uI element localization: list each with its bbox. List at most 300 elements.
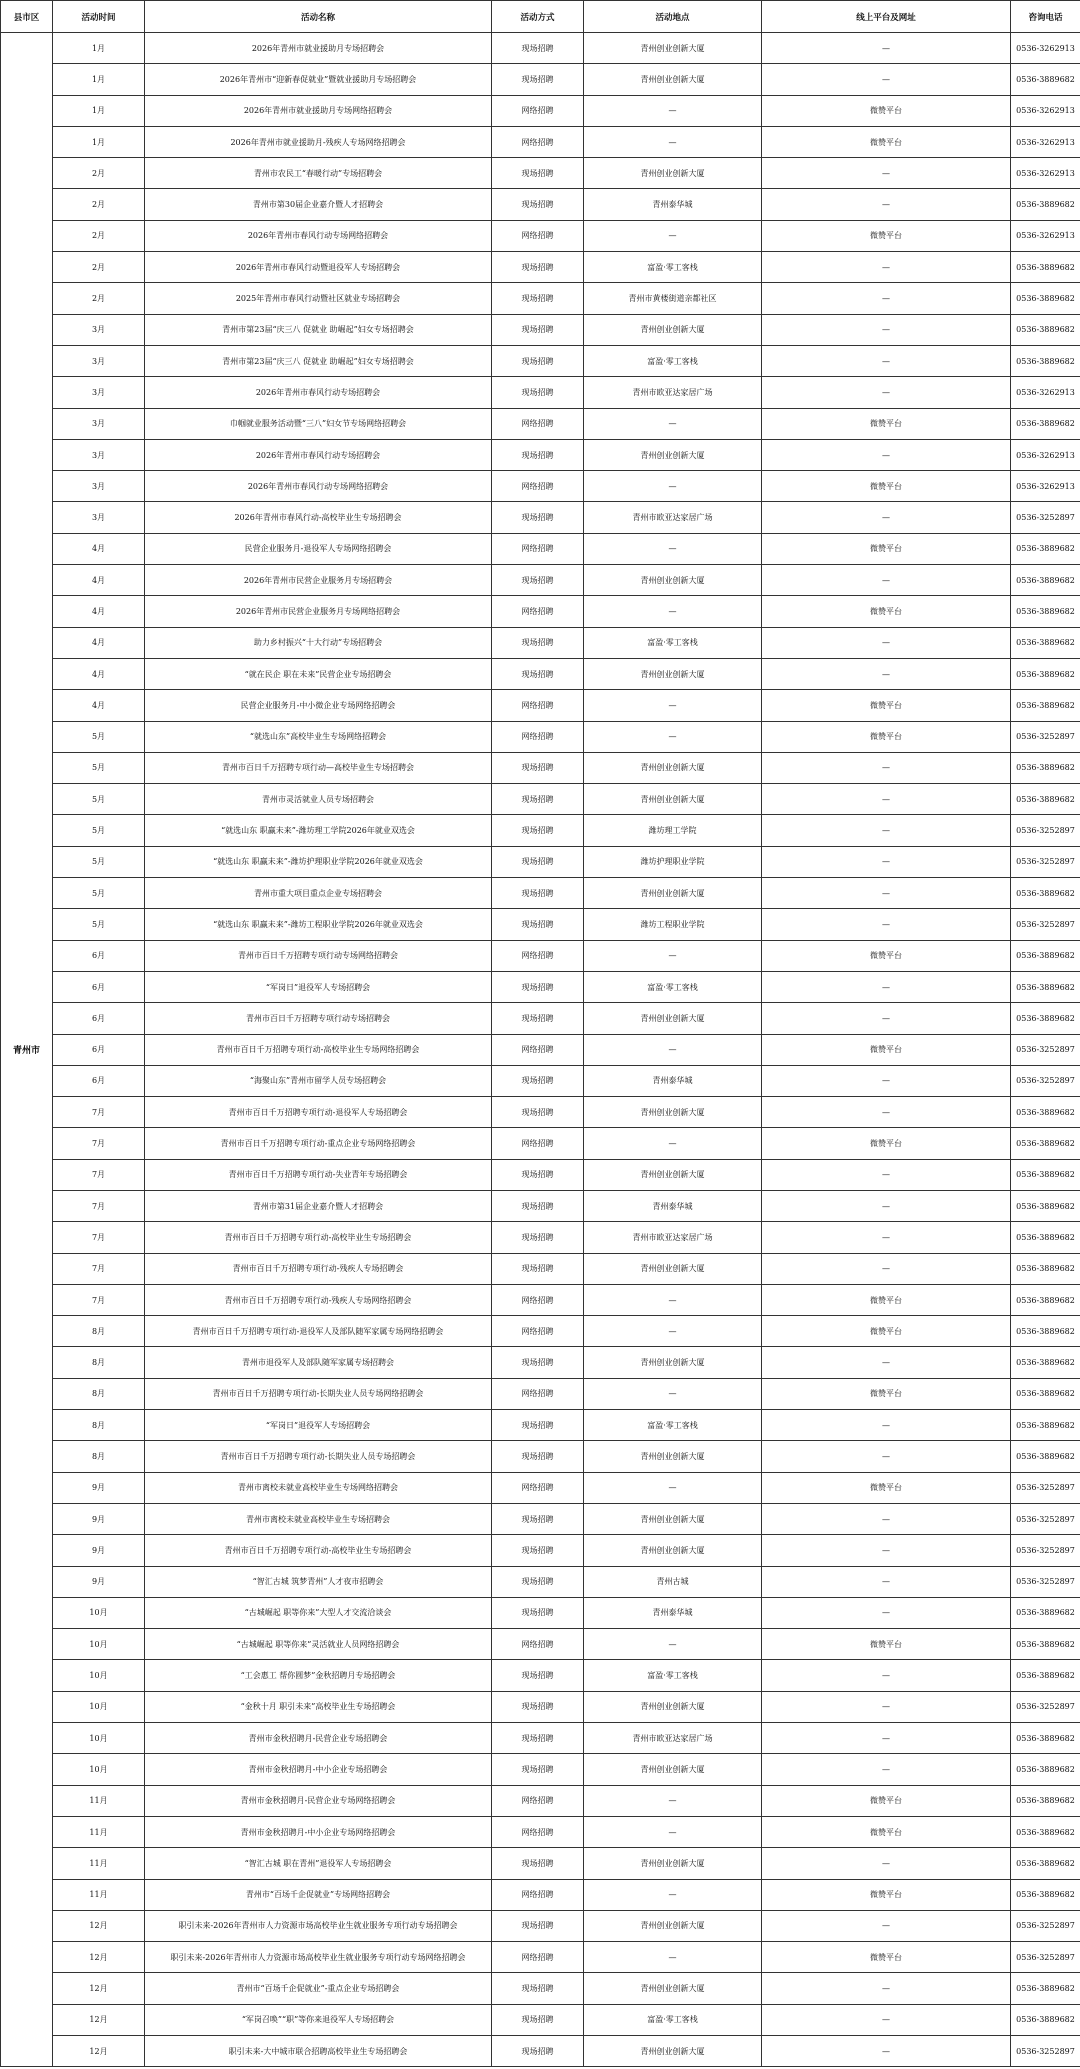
- cell-time: 10月: [53, 1629, 145, 1660]
- cell-online-platform: —: [762, 1441, 1011, 1472]
- cell-time: 10月: [53, 1754, 145, 1785]
- cell-online-platform: —: [762, 2036, 1011, 2067]
- cell-method: 现场招聘: [492, 2036, 584, 2067]
- cell-activity-name: “古城崛起 职等你来”大型人才交流洽谈会: [145, 1597, 492, 1628]
- cell-location: 潍坊工程职业学院: [584, 909, 762, 940]
- cell-phone: 0536-3889682: [1011, 752, 1080, 783]
- cell-time: 5月: [53, 878, 145, 909]
- cell-time: 7月: [53, 1190, 145, 1221]
- cell-online-platform: —: [762, 1660, 1011, 1691]
- cell-online-platform: —: [762, 439, 1011, 470]
- cell-time: 12月: [53, 1942, 145, 1973]
- cell-location: —: [584, 1942, 762, 1973]
- table-row: [1, 220, 1080, 251]
- cell-time: 8月: [53, 1441, 145, 1472]
- cell-activity-name: 青州市百日千万招聘专项行动专场招聘会: [145, 1003, 492, 1034]
- cell-location: 青州创业创新大厦: [584, 1754, 762, 1785]
- header-time: 活动时间: [53, 1, 145, 33]
- cell-phone: 0536-3252897: [1011, 721, 1080, 752]
- cell-method: 现场招聘: [492, 377, 584, 408]
- table-row: [1, 158, 1080, 189]
- cell-online-platform: —: [762, 815, 1011, 846]
- cell-online-platform: 微赞平台: [762, 408, 1011, 439]
- cell-location: —: [584, 95, 762, 126]
- cell-online-platform: —: [762, 1065, 1011, 1096]
- cell-online-platform: 微赞平台: [762, 1879, 1011, 1910]
- cell-activity-name: 青州市农民工“春暖行动”专场招聘会: [145, 158, 492, 189]
- cell-online-platform: 微赞平台: [762, 126, 1011, 157]
- cell-time: 7月: [53, 1284, 145, 1315]
- cell-time: 12月: [53, 2036, 145, 2067]
- cell-time: 11月: [53, 1816, 145, 1847]
- table-row: [1, 1003, 1080, 1034]
- cell-online-platform: —: [762, 565, 1011, 596]
- cell-activity-name: 青州市退役军人及部队随军家属专场招聘会: [145, 1347, 492, 1378]
- cell-time: 7月: [53, 1253, 145, 1284]
- cell-online-platform: —: [762, 784, 1011, 815]
- cell-time: 1月: [53, 95, 145, 126]
- cell-activity-name: 青州市百日千万招聘专项行动专场网络招聘会: [145, 940, 492, 971]
- cell-online-platform: —: [762, 1566, 1011, 1597]
- cell-location: 潍坊理工学院: [584, 815, 762, 846]
- cell-method: 网络招聘: [492, 533, 584, 564]
- cell-activity-name: 青州市百日千万招聘专项行动-残疾人专场网络招聘会: [145, 1284, 492, 1315]
- cell-time: 6月: [53, 1003, 145, 1034]
- cell-phone: 0536-3252897: [1011, 1065, 1080, 1096]
- cell-location: —: [584, 721, 762, 752]
- cell-activity-name: 青州市百日千万招聘专项行动-重点企业专场网络招聘会: [145, 1128, 492, 1159]
- cell-online-platform: 微赞平台: [762, 1284, 1011, 1315]
- cell-location: 青州市欧亚达家居广场: [584, 377, 762, 408]
- cell-online-platform: 微赞平台: [762, 1785, 1011, 1816]
- table-row: [1, 33, 1080, 64]
- cell-time: 2月: [53, 158, 145, 189]
- cell-online-platform: —: [762, 345, 1011, 376]
- cell-activity-name: 青州市百日千万招聘专项行动-高校毕业生专场招聘会: [145, 1535, 492, 1566]
- cell-phone: 0536-3889682: [1011, 1253, 1080, 1284]
- cell-location: 青州泰华城: [584, 189, 762, 220]
- cell-activity-name: 2026年青州市民营企业服务月专场招聘会: [145, 565, 492, 596]
- cell-location: —: [584, 220, 762, 251]
- cell-method: 现场招聘: [492, 314, 584, 345]
- cell-method: 网络招聘: [492, 95, 584, 126]
- cell-phone: 0536-3889682: [1011, 64, 1080, 95]
- table-row: [1, 533, 1080, 564]
- cell-method: 现场招聘: [492, 64, 584, 95]
- cell-method: 现场招聘: [492, 502, 584, 533]
- table-row: [1, 627, 1080, 658]
- cell-activity-name: 2026年青州市春风行动专场招聘会: [145, 439, 492, 470]
- table-row: [1, 439, 1080, 470]
- cell-method: 网络招聘: [492, 1128, 584, 1159]
- table-row: [1, 815, 1080, 846]
- cell-time: 1月: [53, 33, 145, 64]
- cell-time: 7月: [53, 1097, 145, 1128]
- cell-location: 青州创业创新大厦: [584, 1535, 762, 1566]
- header-row: [1, 1, 1080, 33]
- cell-online-platform: —: [762, 971, 1011, 1002]
- cell-phone: 0536-3889682: [1011, 1629, 1080, 1660]
- cell-location: 青州创业创新大厦: [584, 1441, 762, 1472]
- cell-location: 青州创业创新大厦: [584, 784, 762, 815]
- cell-method: 现场招聘: [492, 878, 584, 909]
- cell-activity-name: 青州市百日千万招聘专项行动-退役军人及部队随军家属专场网络招聘会: [145, 1316, 492, 1347]
- header-activity-name: 活动名称: [145, 1, 492, 33]
- table-row: [1, 1629, 1080, 1660]
- cell-location: —: [584, 1629, 762, 1660]
- cell-location: 青州创业创新大厦: [584, 1253, 762, 1284]
- cell-method: 网络招聘: [492, 690, 584, 721]
- cell-location: —: [584, 1785, 762, 1816]
- cell-activity-name: 青州市离校未就业高校毕业生专场招聘会: [145, 1503, 492, 1534]
- cell-county: 青州市: [1, 33, 53, 2067]
- cell-phone: 0536-3252897: [1011, 1503, 1080, 1534]
- table-row: [1, 1410, 1080, 1441]
- cell-method: 现场招聘: [492, 1097, 584, 1128]
- cell-phone: 0536-3889682: [1011, 345, 1080, 376]
- cell-method: 现场招聘: [492, 345, 584, 376]
- table-row: [1, 1034, 1080, 1065]
- table-row: [1, 1378, 1080, 1409]
- cell-method: 网络招聘: [492, 721, 584, 752]
- cell-time: 3月: [53, 314, 145, 345]
- cell-method: 网络招聘: [492, 1879, 584, 1910]
- cell-method: 现场招聘: [492, 846, 584, 877]
- header-method: 活动方式: [492, 1, 584, 33]
- header-online-platform: 线上平台及网址: [762, 1, 1011, 33]
- cell-location: 青州创业创新大厦: [584, 658, 762, 689]
- cell-phone: 0536-3252897: [1011, 909, 1080, 940]
- cell-method: 网络招聘: [492, 1785, 584, 1816]
- cell-time: 3月: [53, 408, 145, 439]
- cell-time: 2月: [53, 283, 145, 314]
- cell-online-platform: —: [762, 627, 1011, 658]
- cell-location: 青州创业创新大厦: [584, 314, 762, 345]
- cell-phone: 0536-3889682: [1011, 690, 1080, 721]
- cell-phone: 0536-3252897: [1011, 1535, 1080, 1566]
- cell-activity-name: 2026年青州市就业援助月专场网络招聘会: [145, 95, 492, 126]
- cell-method: 网络招聘: [492, 1378, 584, 1409]
- cell-location: —: [584, 1879, 762, 1910]
- table-row: [1, 909, 1080, 940]
- table-row: [1, 940, 1080, 971]
- table-row: [1, 1503, 1080, 1534]
- cell-method: 网络招聘: [492, 220, 584, 251]
- cell-location: 富盈·零工客栈: [584, 1660, 762, 1691]
- cell-activity-name: 青州市离校未就业高校毕业生专场网络招聘会: [145, 1472, 492, 1503]
- cell-activity-name: 青州市第31届企业嘉介暨人才招聘会: [145, 1190, 492, 1221]
- cell-phone: 0536-3889682: [1011, 1190, 1080, 1221]
- cell-activity-name: “就选山东 职赢未来”-潍坊工程职业学院2026年就业双选会: [145, 909, 492, 940]
- cell-time: 3月: [53, 439, 145, 470]
- cell-phone: 0536-3252897: [1011, 1034, 1080, 1065]
- cell-activity-name: 职引未来-2026年青州市人力资源市场高校毕业生就业服务专项行动专场招聘会: [145, 1910, 492, 1941]
- cell-time: 4月: [53, 627, 145, 658]
- cell-online-platform: —: [762, 846, 1011, 877]
- table-row: [1, 690, 1080, 721]
- cell-online-platform: 微赞平台: [762, 95, 1011, 126]
- cell-activity-name: “军岗日”退役军人专场招聘会: [145, 1410, 492, 1441]
- cell-online-platform: —: [762, 314, 1011, 345]
- cell-online-platform: —: [762, 1097, 1011, 1128]
- cell-online-platform: —: [762, 1222, 1011, 1253]
- cell-time: 11月: [53, 1785, 145, 1816]
- cell-location: 青州创业创新大厦: [584, 1503, 762, 1534]
- cell-activity-name: 巾帼就业服务活动暨“三八”妇女节专场网络招聘会: [145, 408, 492, 439]
- cell-location: —: [584, 408, 762, 439]
- cell-phone: 0536-3889682: [1011, 1785, 1080, 1816]
- table-row: [1, 95, 1080, 126]
- cell-time: 9月: [53, 1535, 145, 1566]
- cell-phone: 0536-3262913: [1011, 220, 1080, 251]
- cell-online-platform: —: [762, 909, 1011, 940]
- cell-phone: 0536-3252897: [1011, 1566, 1080, 1597]
- cell-method: 网络招聘: [492, 1629, 584, 1660]
- cell-online-platform: 微赞平台: [762, 1942, 1011, 1973]
- cell-method: 现场招聘: [492, 158, 584, 189]
- cell-time: 5月: [53, 784, 145, 815]
- cell-method: 现场招聘: [492, 1973, 584, 2004]
- cell-activity-name: 青州市百日千万招聘专项行动-退役军人专场招聘会: [145, 1097, 492, 1128]
- table-row: [1, 1597, 1080, 1628]
- cell-location: —: [584, 1316, 762, 1347]
- cell-method: 网络招聘: [492, 1942, 584, 1973]
- table-row: [1, 1942, 1080, 1973]
- cell-phone: 0536-3889682: [1011, 1660, 1080, 1691]
- cell-location: 青州创业创新大厦: [584, 1691, 762, 1722]
- cell-phone: 0536-3889682: [1011, 1316, 1080, 1347]
- cell-method: 现场招聘: [492, 752, 584, 783]
- cell-time: 8月: [53, 1316, 145, 1347]
- cell-activity-name: 2026年青州市民营企业服务月专场网络招聘会: [145, 596, 492, 627]
- cell-activity-name: 青州市灵活就业人员专场招聘会: [145, 784, 492, 815]
- table-row: [1, 1879, 1080, 1910]
- table-row: [1, 721, 1080, 752]
- cell-activity-name: 青州市百日千万招聘专项行动-高校毕业生专场招聘会: [145, 1222, 492, 1253]
- cell-location: 青州创业创新大厦: [584, 1097, 762, 1128]
- cell-time: 7月: [53, 1128, 145, 1159]
- cell-online-platform: 微赞平台: [762, 220, 1011, 251]
- cell-phone: 0536-3262913: [1011, 377, 1080, 408]
- cell-time: 11月: [53, 1848, 145, 1879]
- cell-phone: 0536-3889682: [1011, 533, 1080, 564]
- cell-location: 富盈·零工客栈: [584, 345, 762, 376]
- cell-phone: 0536-3889682: [1011, 1003, 1080, 1034]
- cell-phone: 0536-3889682: [1011, 1347, 1080, 1378]
- cell-online-platform: —: [762, 752, 1011, 783]
- table-row: [1, 1660, 1080, 1691]
- cell-location: 青州创业创新大厦: [584, 1003, 762, 1034]
- cell-activity-name: “就在民企 职在未来”民营企业专场招聘会: [145, 658, 492, 689]
- cell-phone: 0536-3262913: [1011, 158, 1080, 189]
- cell-method: 现场招聘: [492, 1222, 584, 1253]
- table-body: [1, 33, 1080, 2067]
- table-row: [1, 878, 1080, 909]
- cell-time: 6月: [53, 971, 145, 1002]
- table-row: [1, 314, 1080, 345]
- cell-method: 现场招聘: [492, 565, 584, 596]
- table-row: [1, 596, 1080, 627]
- cell-location: 青州创业创新大厦: [584, 878, 762, 909]
- cell-activity-name: 青州市金秋招聘月-中小企业专场招聘会: [145, 1754, 492, 1785]
- table-row: [1, 1472, 1080, 1503]
- cell-phone: 0536-3889682: [1011, 784, 1080, 815]
- table-row: [1, 784, 1080, 815]
- cell-method: 现场招聘: [492, 1003, 584, 1034]
- header-county: 县市区: [1, 1, 53, 33]
- cell-location: 青州创业创新大厦: [584, 1848, 762, 1879]
- cell-location: 富盈·零工客栈: [584, 1410, 762, 1441]
- cell-activity-name: “军岗日”退役军人专场招聘会: [145, 971, 492, 1002]
- cell-location: —: [584, 533, 762, 564]
- cell-phone: 0536-3889682: [1011, 658, 1080, 689]
- table-row: [1, 1973, 1080, 2004]
- cell-method: 网络招聘: [492, 940, 584, 971]
- cell-location: —: [584, 1034, 762, 1065]
- cell-method: 现场招聘: [492, 627, 584, 658]
- cell-phone: 0536-3889682: [1011, 1222, 1080, 1253]
- cell-method: 现场招聘: [492, 1723, 584, 1754]
- cell-location: 富盈·零工客栈: [584, 252, 762, 283]
- cell-time: 3月: [53, 345, 145, 376]
- table-row: [1, 846, 1080, 877]
- cell-activity-name: 职引未来-大中城市联合招聘高校毕业生专场招聘会: [145, 2036, 492, 2067]
- table-row: [1, 1097, 1080, 1128]
- cell-online-platform: —: [762, 1347, 1011, 1378]
- cell-time: 3月: [53, 502, 145, 533]
- cell-method: 现场招聘: [492, 1566, 584, 1597]
- cell-time: 6月: [53, 940, 145, 971]
- cell-online-platform: —: [762, 1848, 1011, 1879]
- cell-phone: 0536-3889682: [1011, 1848, 1080, 1879]
- cell-time: 5月: [53, 721, 145, 752]
- cell-activity-name: 青州市百日千万招聘专项行动-高校毕业生专场网络招聘会: [145, 1034, 492, 1065]
- cell-phone: 0536-3252897: [1011, 1691, 1080, 1722]
- cell-phone: 0536-3889682: [1011, 1754, 1080, 1785]
- cell-time: 3月: [53, 471, 145, 502]
- cell-online-platform: —: [762, 64, 1011, 95]
- cell-location: 富盈·零工客栈: [584, 2004, 762, 2035]
- cell-phone: 0536-3889682: [1011, 1378, 1080, 1409]
- cell-online-platform: —: [762, 283, 1011, 314]
- cell-phone: 0536-3889682: [1011, 1879, 1080, 1910]
- cell-method: 现场招聘: [492, 1065, 584, 1096]
- cell-phone: 0536-3889682: [1011, 1159, 1080, 1190]
- table-row: [1, 1754, 1080, 1785]
- cell-location: 青州市欧亚达家居广场: [584, 502, 762, 533]
- table-row: [1, 658, 1080, 689]
- cell-activity-name: “就选山东 职赢未来”-潍坊护理职业学院2026年就业双选会: [145, 846, 492, 877]
- cell-activity-name: 青州市金秋招聘月-中小企业专场网络招聘会: [145, 1816, 492, 1847]
- cell-method: 现场招聘: [492, 1848, 584, 1879]
- cell-phone: 0536-3889682: [1011, 1816, 1080, 1847]
- cell-activity-name: 2026年青州市春风行动-高校毕业生专场招聘会: [145, 502, 492, 533]
- cell-phone: 0536-3889682: [1011, 2004, 1080, 2035]
- cell-method: 网络招聘: [492, 1284, 584, 1315]
- cell-phone: 0536-3889682: [1011, 1597, 1080, 1628]
- cell-phone: 0536-3889682: [1011, 971, 1080, 1002]
- cell-method: 现场招聘: [492, 283, 584, 314]
- cell-phone: 0536-3889682: [1011, 1973, 1080, 2004]
- table-row: [1, 189, 1080, 220]
- cell-time: 10月: [53, 1691, 145, 1722]
- cell-activity-name: 助力乡村振兴“十大行动”专场招聘会: [145, 627, 492, 658]
- cell-location: 青州创业创新大厦: [584, 33, 762, 64]
- cell-time: 9月: [53, 1472, 145, 1503]
- cell-location: 富盈·零工客栈: [584, 971, 762, 1002]
- table-row: [1, 1190, 1080, 1221]
- cell-online-platform: —: [762, 1723, 1011, 1754]
- cell-phone: 0536-3252897: [1011, 1910, 1080, 1941]
- cell-online-platform: 微赞平台: [762, 533, 1011, 564]
- cell-online-platform: 微赞平台: [762, 1378, 1011, 1409]
- cell-method: 现场招聘: [492, 33, 584, 64]
- cell-online-platform: —: [762, 1691, 1011, 1722]
- cell-time: 10月: [53, 1597, 145, 1628]
- cell-activity-name: 2026年青州市春风行动专场网络招聘会: [145, 220, 492, 251]
- cell-location: —: [584, 690, 762, 721]
- cell-method: 现场招聘: [492, 189, 584, 220]
- cell-location: 青州泰华城: [584, 1190, 762, 1221]
- table-row: [1, 1347, 1080, 1378]
- cell-time: 2月: [53, 220, 145, 251]
- table-row: [1, 2036, 1080, 2067]
- cell-time: 9月: [53, 1566, 145, 1597]
- cell-activity-name: “智汇古城 筑梦青州”人才夜市招聘会: [145, 1566, 492, 1597]
- cell-activity-name: 青州市第23届“庆三八 促就业 助崛起”妇女专场招聘会: [145, 314, 492, 345]
- cell-time: 3月: [53, 377, 145, 408]
- cell-phone: 0536-3889682: [1011, 878, 1080, 909]
- cell-method: 网络招聘: [492, 1816, 584, 1847]
- table-row: [1, 1128, 1080, 1159]
- header-location: 活动地点: [584, 1, 762, 33]
- cell-online-platform: —: [762, 1253, 1011, 1284]
- table-row: [1, 1910, 1080, 1941]
- cell-time: 8月: [53, 1410, 145, 1441]
- cell-location: 青州创业创新大厦: [584, 158, 762, 189]
- cell-location: 青州创业创新大厦: [584, 439, 762, 470]
- cell-phone: 0536-3889682: [1011, 1097, 1080, 1128]
- cell-phone: 0536-3262913: [1011, 33, 1080, 64]
- cell-activity-name: 职引未来-2026年青州市人力资源市场高校毕业生就业服务专项行动专场网络招聘会: [145, 1942, 492, 1973]
- table-row: [1, 1065, 1080, 1096]
- cell-location: 青州市欧亚达家居广场: [584, 1723, 762, 1754]
- cell-phone: 0536-3889682: [1011, 252, 1080, 283]
- cell-location: 青州创业创新大厦: [584, 565, 762, 596]
- cell-location: 青州市黄楼街道亲都社区: [584, 283, 762, 314]
- cell-phone: 0536-3889682: [1011, 565, 1080, 596]
- cell-activity-name: “金秋十月 职引未来”高校毕业生专场招聘会: [145, 1691, 492, 1722]
- cell-location: —: [584, 471, 762, 502]
- cell-time: 6月: [53, 1065, 145, 1096]
- cell-phone: 0536-3889682: [1011, 189, 1080, 220]
- cell-location: —: [584, 596, 762, 627]
- cell-location: —: [584, 1378, 762, 1409]
- table-row: [1, 502, 1080, 533]
- cell-phone: 0536-3889682: [1011, 1284, 1080, 1315]
- cell-activity-name: 青州市“百场千企促就业”专场网络招聘会: [145, 1879, 492, 1910]
- cell-online-platform: 微赞平台: [762, 471, 1011, 502]
- cell-location: —: [584, 1284, 762, 1315]
- cell-online-platform: —: [762, 1754, 1011, 1785]
- cell-method: 网络招聘: [492, 471, 584, 502]
- cell-time: 4月: [53, 658, 145, 689]
- table-row: [1, 1566, 1080, 1597]
- cell-activity-name: 青州市百日千万招聘专项行动-失业青年专场招聘会: [145, 1159, 492, 1190]
- cell-online-platform: —: [762, 1190, 1011, 1221]
- cell-online-platform: —: [762, 1003, 1011, 1034]
- cell-phone: 0536-3889682: [1011, 1410, 1080, 1441]
